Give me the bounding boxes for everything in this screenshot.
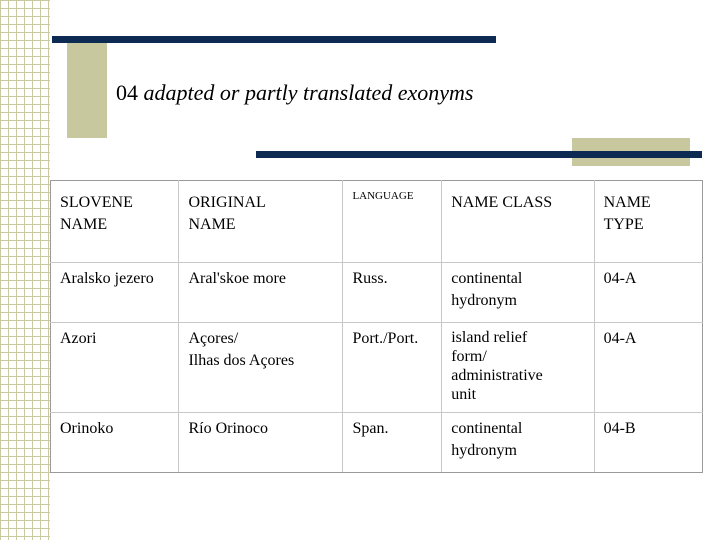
tan-accent-block-left [67, 40, 107, 138]
table-row [51, 263, 703, 323]
cell-name-class: continental hydronym [442, 413, 594, 473]
header-name-class: NAME CLASS [442, 181, 594, 263]
cell-name-type: 04-A [594, 323, 702, 413]
cell-original-name: Açores/ Ilhas dos Açores [179, 323, 343, 413]
cell-slovene-name: Orinoko [51, 413, 179, 473]
cell-name-class: island relief form/ administrative unit [442, 323, 594, 413]
cell-name-type: 04-B [594, 413, 702, 473]
cell-language: Russ. [343, 263, 442, 323]
cell-slovene-name: Aralsko jezero [51, 263, 179, 323]
header-language: LANGUAGE [343, 181, 442, 263]
cell-slovene-name: Azori [51, 323, 179, 413]
table-header-row [51, 181, 703, 263]
table-row [51, 413, 703, 473]
cell-language: Span. [343, 413, 442, 473]
slide-title [116, 80, 473, 106]
cell-language: Port./Port. [343, 323, 442, 413]
cell-original-name: Aral'skoe more [179, 263, 343, 323]
header-original-name: ORIGINAL NAME [179, 181, 343, 263]
navy-accent-bar-bottom [256, 151, 702, 158]
cell-name-class: continental hydronym [442, 263, 594, 323]
cell-original-name: Río Orinoco [179, 413, 343, 473]
navy-accent-bar-top [52, 36, 496, 43]
exonyms-table [50, 180, 703, 473]
title-number: 04 [116, 80, 138, 105]
cell-name-type: 04-A [594, 263, 702, 323]
grid-pattern-decoration [0, 0, 50, 540]
header-slovene-name: SLOVENE NAME [51, 181, 179, 263]
title-text: adapted or partly translated exonyms [143, 80, 474, 105]
table-row [51, 323, 703, 413]
header-name-type: NAME TYPE [594, 181, 702, 263]
